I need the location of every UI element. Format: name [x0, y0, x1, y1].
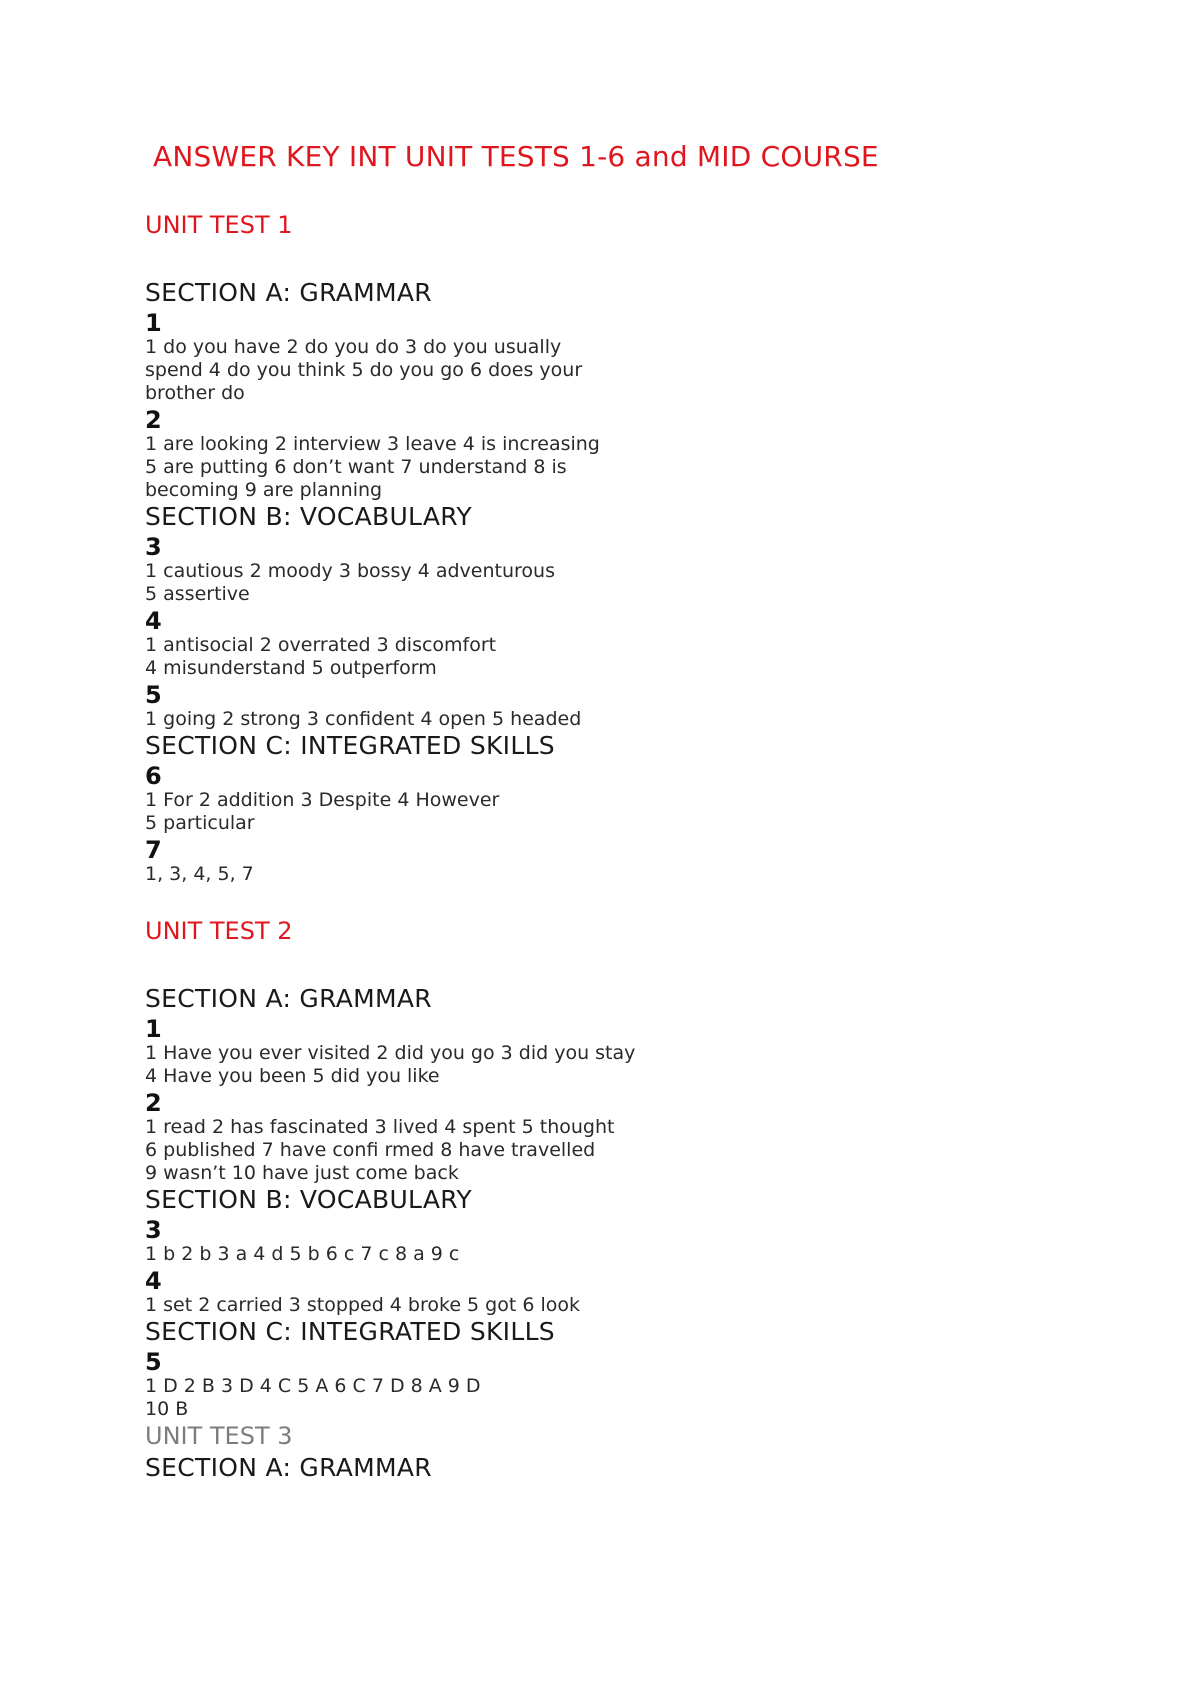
answer-text: 1 read 2 has fascinated 3 lived 4 spent 5 thought 6 published 7 have confi rmed 8 have travelled 9 wasn’t 10 have just come back	[145, 1116, 615, 1184]
question-number: 4	[145, 1267, 162, 1295]
section	[145, 278, 785, 502]
section	[145, 1185, 785, 1317]
question-number: 2	[145, 1089, 162, 1117]
unit-title: UNIT TEST 3	[145, 1422, 293, 1450]
answer-text: 1, 3, 4, 5, 7	[145, 863, 254, 885]
answer-text: 1 D 2 B 3 D 4 C 5 A 6 C 7 D 8 A 9 D 10 B	[145, 1375, 481, 1420]
answer-text: 1 Have you ever visited 2 did you go 3 did you stay 4 Have you been 5 did you like	[145, 1042, 636, 1087]
question-number: 1	[145, 309, 162, 337]
answer-text: 1 For 2 addition 3 Despite 4 However 5 particular	[145, 789, 500, 834]
document-body	[145, 210, 785, 1483]
question-number: 3	[145, 1216, 162, 1244]
document-title: ANSWER KEY INT UNIT TESTS 1-6 and MID COURSE	[153, 140, 879, 173]
section-title: SECTION A: GRAMMAR	[145, 1453, 432, 1482]
section	[145, 731, 785, 886]
answer-text: 1 are looking 2 interview 3 leave 4 is increasing 5 are putting 6 don’t want 7 understand 8 is becoming 9 are planning	[145, 433, 600, 501]
section	[145, 1317, 785, 1421]
section	[145, 502, 785, 731]
section-title: SECTION A: GRAMMAR	[145, 984, 432, 1013]
answer-text: 1 b 2 b 3 a 4 d 5 b 6 c 7 c 8 a 9 c	[145, 1243, 460, 1265]
unit-title: UNIT TEST 2	[145, 917, 293, 945]
section-title: SECTION B: VOCABULARY	[145, 1185, 472, 1214]
question-number: 6	[145, 762, 162, 790]
answer-text: 1 antisocial 2 overrated 3 discomfort 4 misunderstand 5 outperform	[145, 634, 497, 679]
section-title: SECTION C: INTEGRATED SKILLS	[145, 731, 555, 760]
unit-test-1	[145, 210, 785, 886]
answer-text: 1 cautious 2 moody 3 bossy 4 adventurous 5 assertive	[145, 560, 555, 605]
section-title: SECTION A: GRAMMAR	[145, 278, 432, 307]
unit-test-3	[145, 1421, 785, 1483]
section	[145, 984, 785, 1185]
answer-text: 1 set 2 carried 3 stopped 4 broke 5 got 6 look	[145, 1294, 581, 1316]
question-number: 1	[145, 1015, 162, 1043]
answer-text: 1 do you have 2 do you do 3 do you usually spend 4 do you think 5 do you go 6 does your brother do	[145, 336, 583, 404]
spacer	[145, 886, 785, 916]
unit-test-2	[145, 916, 785, 1421]
unit-title: UNIT TEST 1	[145, 211, 293, 239]
question-number: 3	[145, 533, 162, 561]
question-number: 5	[145, 681, 162, 709]
question-number: 4	[145, 607, 162, 635]
question-number: 5	[145, 1348, 162, 1376]
question-number: 7	[145, 836, 162, 864]
question-number: 2	[145, 406, 162, 434]
answer-text: 1 going 2 strong 3 confident 4 open 5 headed	[145, 708, 582, 730]
section-title: SECTION B: VOCABULARY	[145, 502, 472, 531]
section-title: SECTION C: INTEGRATED SKILLS	[145, 1317, 555, 1346]
